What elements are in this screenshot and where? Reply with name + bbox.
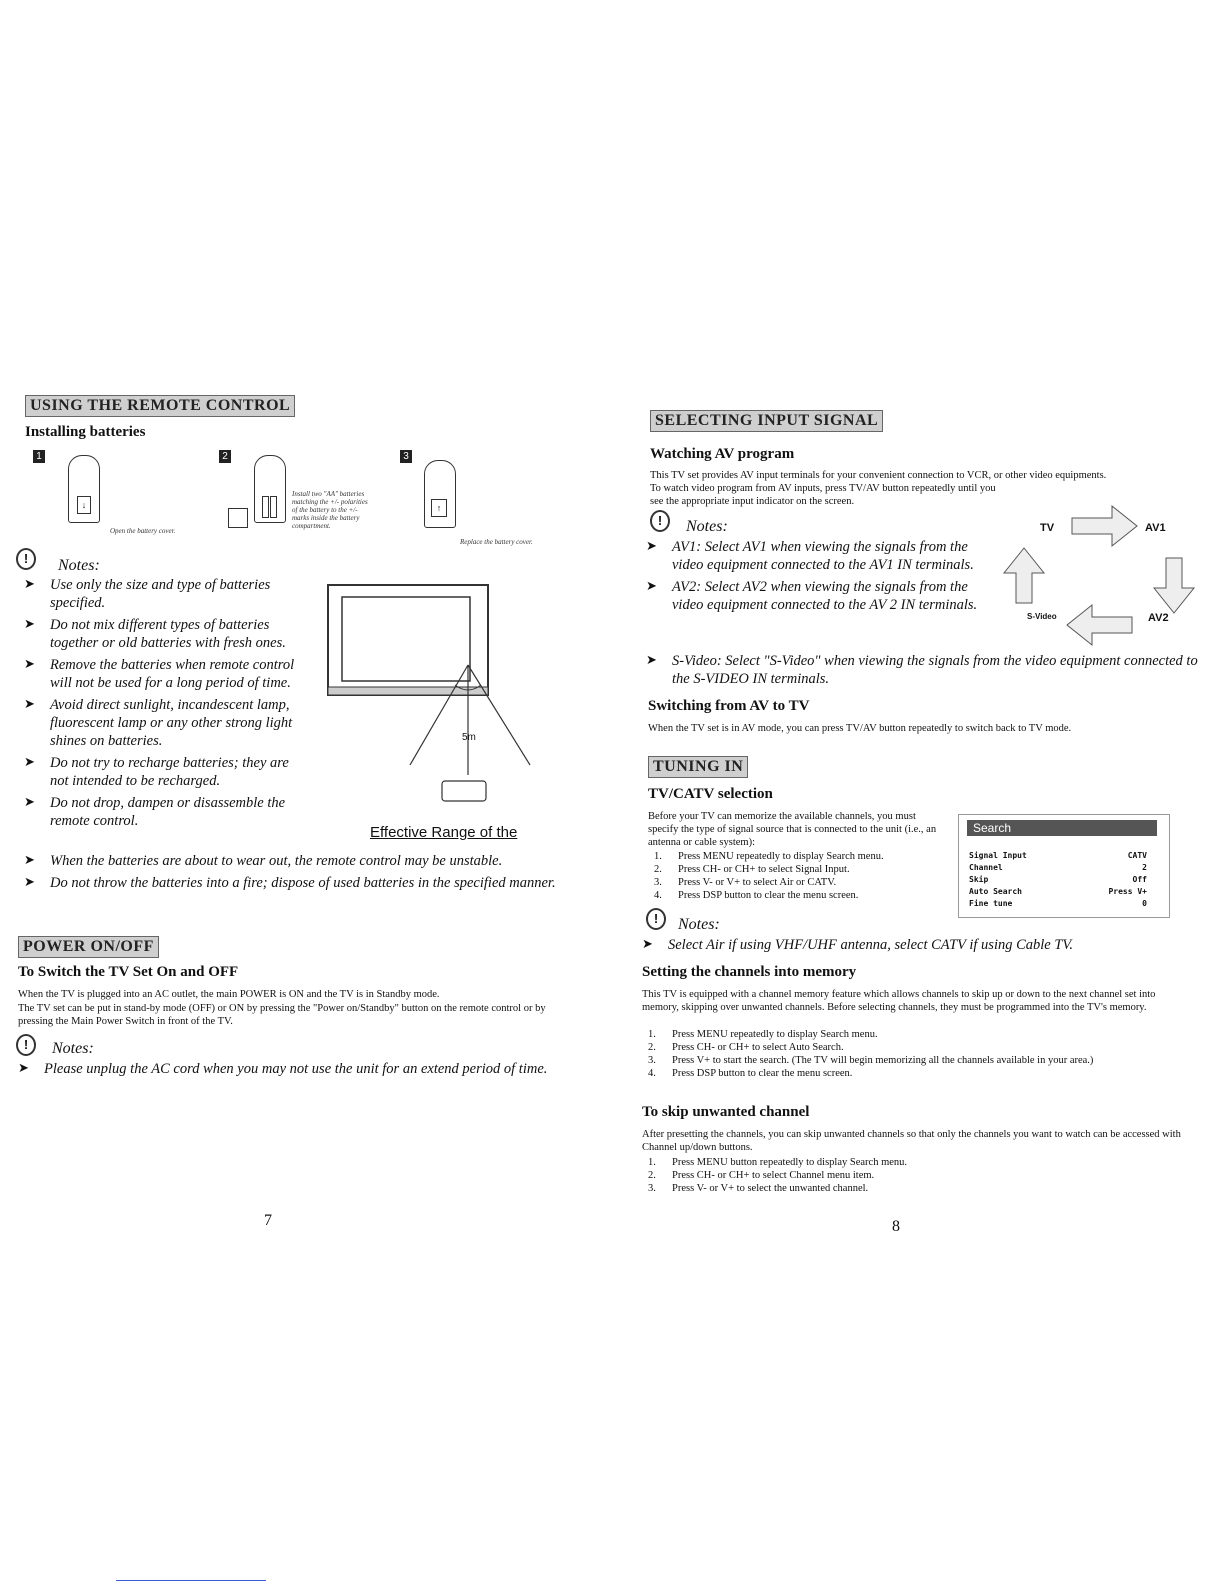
list-item: 2. Press CH- or CH+ to select Signal Input.: [654, 864, 850, 875]
notes-warning-icon: !: [16, 1034, 36, 1056]
range-distance-label: 5m: [462, 732, 476, 743]
arrow-bullet-icon: ➤: [642, 937, 653, 952]
battery-icon: [270, 496, 277, 518]
memory-heading: Setting the channels into memory: [642, 964, 857, 980]
menu-row-skip: Skip Off: [969, 875, 1147, 884]
list-item: ➤ Do not throw the batteries into a fire; dispose of used batteries in the specified manner.: [24, 875, 556, 891]
input-para-2: To watch video program from AV inputs, press TV/AV button repeatedly until you see the appropriate input indicator on the screen.: [650, 483, 996, 507]
list-item: ➤ Use only the size and type of batteries specified.: [24, 577, 271, 611]
step-badge-2: 2: [219, 450, 231, 463]
power-notes-heading: Notes:: [52, 1040, 94, 1057]
remote-illustration-open: [68, 455, 100, 523]
cycle-label-av2: AV2: [1148, 612, 1169, 624]
page-left: [0, 0, 612, 1585]
arrow-bullet-icon: ➤: [24, 853, 35, 868]
remote-notes-list-wide: [24, 852, 564, 896]
list-item: ➤ Do not drop, dampen or disassemble the remote control.: [24, 795, 286, 829]
range-illustration: [320, 575, 540, 805]
remote-illustration-close: [424, 460, 456, 528]
notes-heading: Notes:: [58, 557, 100, 574]
list-item: ➤ Do not mix different types of batteries together or old batteries with fresh ones.: [24, 617, 286, 651]
list-item: 1. Press MENU repeatedly to display Search menu.: [654, 851, 884, 862]
list-item: 4. Press DSP button to clear the menu screen.: [648, 1068, 853, 1079]
up-arrow-icon: ↑: [431, 499, 447, 517]
watching-av-heading: Watching AV program: [650, 446, 795, 462]
tuning-para: Before your TV can memorize the available channels, you must specify the type of signal source that is connected to the unit (i.e., an antenna or cable system):: [648, 811, 937, 848]
input-para-1: This TV set provides AV input terminals for your convenient connection to VCR, or other video equipments.: [650, 470, 1107, 481]
power-section-title: POWER ON/OFF: [18, 936, 159, 958]
arrow-bullet-icon: ➤: [646, 653, 657, 668]
list-item: ➤ Do not try to recharge batteries; they are not intended to be recharged.: [24, 755, 289, 789]
down-arrow-icon: ↓: [77, 496, 91, 514]
remote-notes-list: [24, 576, 306, 834]
arrow-bullet-icon: ➤: [24, 657, 35, 672]
switching-av-tv-heading: Switching from AV to TV: [648, 698, 810, 714]
list-item: ➤ Please unplug the AC cord when you may not use the unit for an extend period of time.: [18, 1061, 548, 1077]
page-number-left: 7: [264, 1212, 272, 1229]
list-item: ➤ AV1: Select AV1 when viewing the signals from the video equipment connected to the AV1 IN terminals.: [646, 539, 974, 573]
cycle-label-av1: AV1: [1145, 522, 1166, 534]
menu-row-signal-input: Signal Input CATV: [969, 851, 1147, 860]
notes-warning-icon: !: [646, 908, 666, 930]
notes-warning-icon: !: [16, 548, 36, 570]
arrow-bullet-icon: ➤: [24, 577, 35, 592]
list-item: 1. Press MENU button repeatedly to display Search menu.: [648, 1157, 908, 1168]
arrow-bullet-icon: ➤: [24, 795, 35, 810]
power-notes-list: [18, 1060, 558, 1082]
arrow-bullet-icon: ➤: [646, 579, 657, 594]
list-item: ➤ Select Air if using VHF/UHF antenna, select CATV if using Cable TV.: [642, 937, 1074, 953]
list-item: ➤ Avoid direct sunlight, incandescent lamp, fluorescent lamp or any other strong light shines on batteries.: [24, 697, 293, 749]
input-notes-list: [646, 538, 1002, 618]
tuning-notes-list: [642, 936, 1202, 958]
list-item: 3. Press V+ to start the search. (The TV will begin memorizing all the channels available in your area.): [648, 1055, 1094, 1066]
menu-row-channel: Channel 2: [969, 863, 1147, 872]
arrow-bullet-icon: ➤: [24, 697, 35, 712]
tuning-notes-heading: Notes:: [678, 916, 720, 933]
caption-replace-cover: Replace the battery cover.: [460, 538, 533, 546]
tv-catv-heading: TV/CATV selection: [648, 786, 773, 802]
skip-channel-heading: To skip unwanted channel: [642, 1104, 810, 1120]
power-para-2: The TV set can be put in stand-by mode (OFF) or ON by pressing the "Power on/Standby" button on the remote control or by pressing the Main Power Switch in front of the TV.: [18, 1003, 546, 1027]
step-badge-1: 1: [33, 450, 45, 463]
arrow-bullet-icon: ➤: [646, 539, 657, 554]
list-item: ➤ S-Video: Select "S-Video" when viewing the signals from the video equipment connected to the S-VIDEO IN terminals.: [646, 653, 1198, 687]
switching-para: When the TV set is in AV mode, you can press TV/AV button repeatedly to switch back to TV mode.: [648, 723, 1072, 734]
remote-illustration-batteries: [254, 455, 286, 523]
page-number-right: 8: [892, 1218, 900, 1235]
cycle-label-tv: TV: [1040, 522, 1055, 534]
arrow-bullet-icon: ➤: [18, 1061, 29, 1076]
search-menu-title: Search: [967, 820, 1157, 836]
list-item: 3. Press V- or V+ to select the unwanted channel.: [648, 1183, 869, 1194]
remote-section-title: USING THE REMOTE CONTROL: [25, 395, 295, 417]
list-item: 1. Press MENU repeatedly to display Search menu.: [648, 1029, 878, 1040]
input-section-title: SELECTING INPUT SIGNAL: [650, 410, 883, 432]
list-item: 4. Press DSP button to clear the menu screen.: [654, 890, 859, 901]
list-item: ➤ AV2: Select AV2 when viewing the signals from the video equipment connected to the AV 2 IN terminals.: [646, 579, 978, 613]
list-item: 2. Press CH- or CH+ to select Auto Search.: [648, 1042, 844, 1053]
tuning-section-title: TUNING IN: [648, 756, 748, 778]
list-item: 2. Press CH- or CH+ to select Channel menu item.: [648, 1170, 875, 1181]
list-item: 3. Press V- or V+ to select Air or CATV.: [654, 877, 837, 888]
input-notes-heading: Notes:: [686, 518, 728, 535]
caption-install-batteries: Install two "AA" batteries matching the +/- polarities of the battery to the +/- marks inside the battery compartment.: [292, 490, 368, 530]
memory-steps: [642, 1028, 1202, 1080]
tuning-steps: [648, 850, 968, 902]
battery-icon: [262, 496, 269, 518]
page-right: [612, 0, 1225, 1585]
cycle-label-svideo: S-Video: [1027, 612, 1057, 621]
installing-batteries-heading: Installing batteries: [25, 424, 146, 440]
list-item: ➤ When the batteries are about to wear out, the remote control may be unstable.: [24, 853, 503, 869]
list-item: ➤ Remove the batteries when remote control will not be used for a long period of time.: [24, 657, 295, 691]
notes-warning-icon: !: [650, 510, 670, 532]
link-underline: [116, 1580, 266, 1581]
input-cycle-diagram: [1002, 488, 1212, 668]
arrow-bullet-icon: ➤: [24, 875, 35, 890]
range-caption: Effective Range of the: [370, 824, 518, 841]
search-menu-screen: [958, 814, 1170, 918]
skip-para: After presetting the channels, you can skip unwanted channels so that only the channels you want to watch can be accessed with Channel up/down buttons.: [642, 1129, 1181, 1153]
arrow-bullet-icon: ➤: [24, 755, 35, 770]
memory-para: This TV is equipped with a channel memory feature which allows channels to skip up or down to the next channel set into memory, skipping over unwanted channels. Before selecting channels, they must be programmed into the TV's memory.: [642, 989, 1156, 1013]
battery-cover-icon: [228, 508, 248, 528]
menu-row-fine-tune: Fine tune 0: [969, 899, 1147, 908]
power-para-1: When the TV is plugged into an AC outlet, the main POWER is ON and the TV is in Standby mode.: [18, 989, 440, 1000]
arrow-bullet-icon: ➤: [24, 617, 35, 632]
skip-steps: [642, 1156, 1202, 1195]
caption-open-cover: Open the battery cover.: [110, 527, 176, 535]
switch-on-off-heading: To Switch the TV Set On and OFF: [18, 964, 239, 980]
menu-row-auto-search: Auto Search Press V+: [969, 887, 1147, 896]
step-badge-3: 3: [400, 450, 412, 463]
